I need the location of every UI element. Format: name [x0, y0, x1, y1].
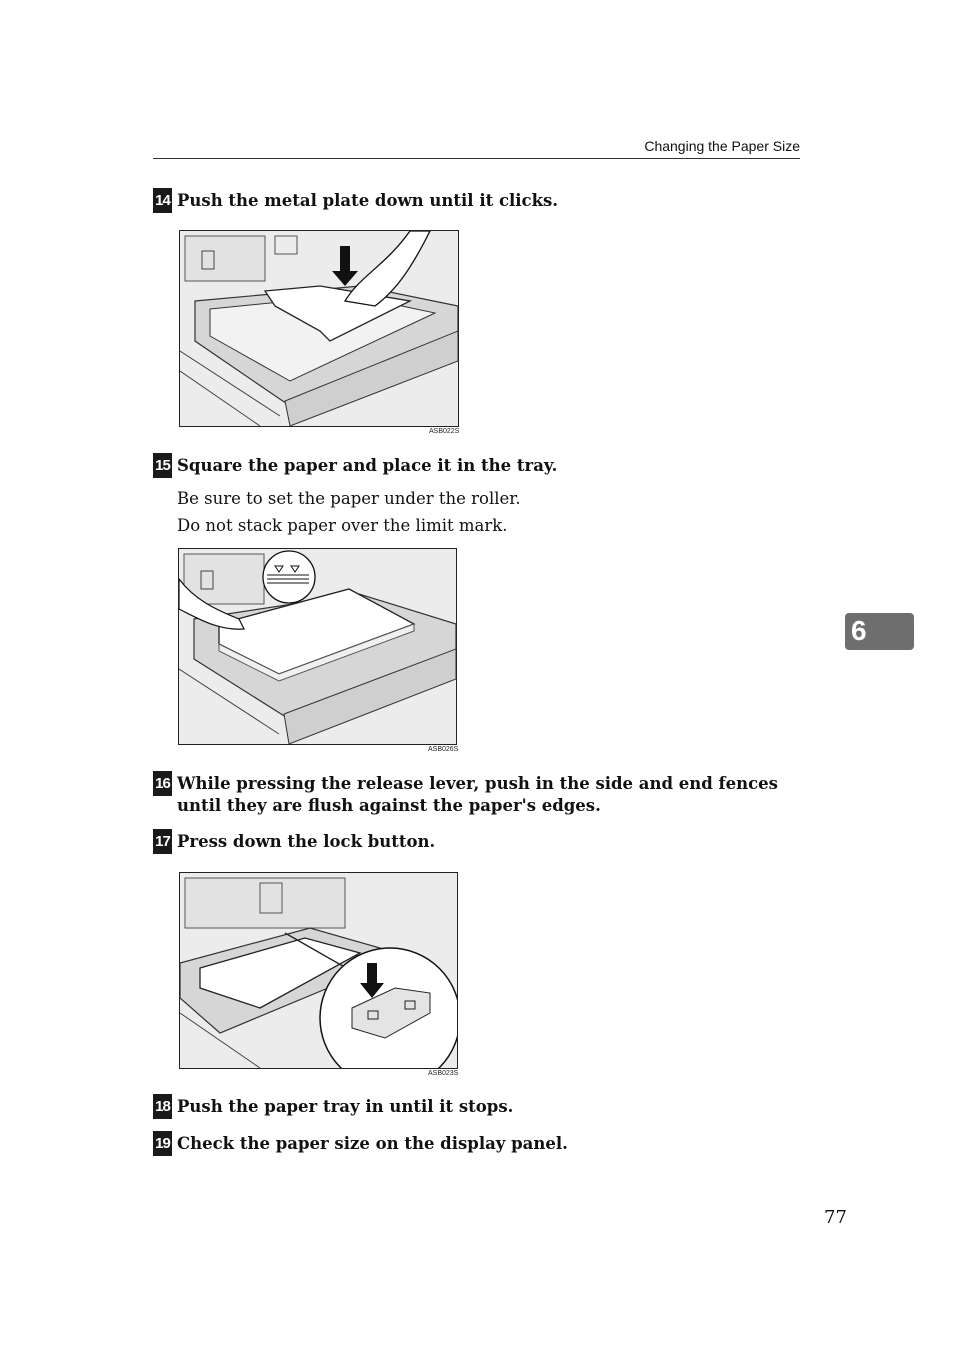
tray-lock-illustration [180, 873, 457, 1068]
step-instruction: Push the paper tray in until it stops. [177, 1097, 514, 1116]
step-instruction: Push the metal plate down until it clicks. [177, 191, 559, 210]
chapter-tab [845, 613, 914, 650]
chapter-tab-label: 6 [851, 615, 867, 646]
step-number: 15 [153, 453, 172, 478]
step-note: Do not stack paper over the limit mark. [177, 516, 508, 535]
figure-paper-stack [178, 548, 457, 745]
tray-plate-illustration [180, 231, 458, 426]
page-number: 77 [824, 1207, 847, 1228]
step-instruction: Check the paper size on the display panel. [177, 1134, 568, 1153]
header-rule [153, 158, 800, 159]
step-number: 17 [153, 829, 172, 854]
figure-code: ASB023S [428, 1070, 459, 1077]
step-number: 19 [153, 1131, 172, 1156]
step-number: 16 [153, 771, 172, 796]
step-instruction: While pressing the release lever, push in the side and end fences until they are flush against the paper's edges. [177, 774, 778, 815]
figure-metal-plate [179, 230, 459, 427]
header-title: Changing the Paper Size [644, 138, 800, 154]
figure-lock-button [179, 872, 458, 1069]
tray-paper-illustration [179, 549, 456, 744]
step-instruction: Square the paper and place it in the tray. [177, 456, 558, 475]
step-note: Be sure to set the paper under the roller. [177, 489, 521, 508]
step-number: 14 [153, 188, 172, 213]
step-number: 18 [153, 1094, 172, 1119]
figure-code: ASB026S [428, 746, 459, 753]
figure-code: ASB022S [429, 428, 460, 435]
step-instruction: Press down the lock button. [177, 832, 436, 851]
